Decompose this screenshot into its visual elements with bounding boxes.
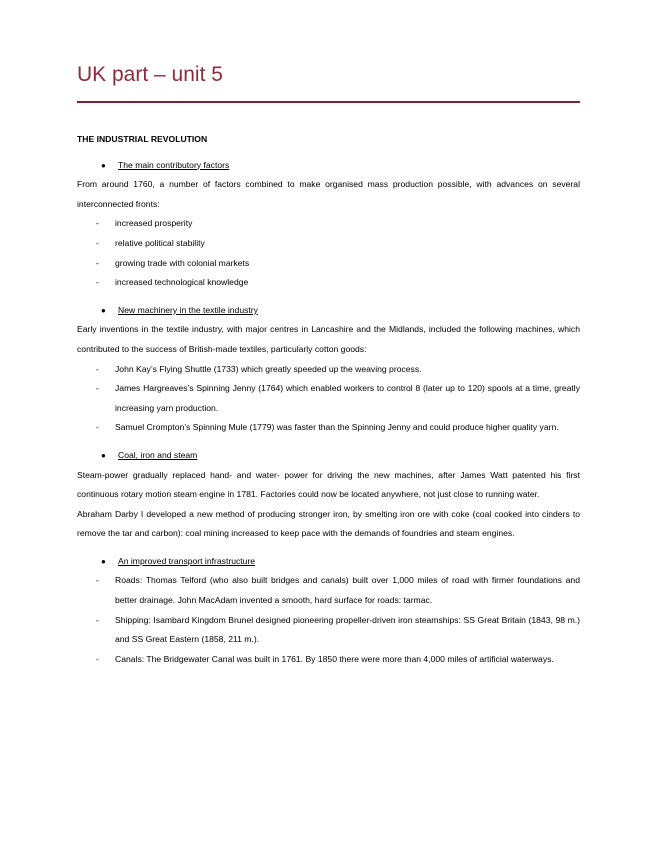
dash-icon: - [96, 383, 99, 394]
list-item [77, 273, 580, 293]
list-item-text: Samuel Crompton’s Spinning Mule (1779) was faster than the Spinning Jenny and could produce higher quality yarn. [115, 422, 559, 433]
list-item-text: Canals: The Bridgewater Canal was built in 1761. By 1850 there were more than 4,000 miles of artificial waterways. [115, 653, 554, 664]
machinery-list [77, 360, 580, 438]
dash-icon: - [96, 422, 99, 433]
bullet-icon: ● [101, 305, 106, 315]
section-heading-machinery [77, 301, 580, 321]
document-body [77, 130, 580, 669]
main-heading: THE INDUSTRIAL REVOLUTION [77, 134, 208, 144]
dash-icon: - [96, 575, 99, 586]
title-rule [77, 101, 580, 103]
dash-icon: - [96, 277, 99, 288]
list-item-text: increased technological knowledge [115, 277, 249, 288]
dash-icon: - [96, 237, 99, 248]
list-item-text: Roads: Thomas Telford (who also built bridges and canals) built over 1,000 miles of road with firmer foundations and better drainage. John MacAdam invented a smooth, hard surface for roads: tarmac. [115, 575, 580, 606]
paragraph: From around 1760, a number of factors combined to make organised mass production possible, with advances on several interconnected fronts: [77, 179, 580, 209]
list-item [77, 418, 580, 438]
section-heading-transport [77, 552, 580, 572]
dash-icon: - [96, 257, 99, 268]
paragraph: Abraham Darby I developed a new method of producing stronger iron, by smelting iron ore with coke (coal cooked into cinders to remove the tar and carbon): coal mining increased to keep pace with the demands of foundries and steam engines. [77, 508, 580, 539]
section-title: New machinery in the textile industry [118, 304, 258, 315]
factor-list [77, 214, 580, 292]
list-item [77, 379, 580, 418]
list-item [77, 571, 580, 610]
bullet-icon: ● [101, 556, 106, 566]
page-title: UK part – unit 5 [77, 63, 223, 86]
list-item [77, 234, 580, 254]
section-title: The main contributory factors [118, 159, 230, 170]
list-item-text: Shipping: Isambard Kingdom Brunel designed pioneering propeller-driven iron steamships: SS Great Britain (1843, 98 m.) and SS Great Eastern (1858, 211 m.). [115, 614, 580, 645]
paragraph: Early inventions in the textile industry, with major centres in Lancashire and the Midlands, included the following machines, which contributed to the success of British-made textiles, particularly cotton goods: [77, 324, 580, 354]
section-title: Coal, iron and steam [118, 449, 198, 460]
list-item [77, 650, 580, 670]
dash-icon: - [96, 614, 99, 625]
list-item [77, 360, 580, 380]
list-item-text: increased prosperity [115, 218, 193, 229]
list-item-text: John Kay’s Flying Shuttle (1733) which greatly speeded up the weaving process. [115, 363, 422, 374]
bullet-icon: ● [101, 450, 106, 460]
list-item-text: relative political stability [115, 237, 205, 248]
transport-list [77, 571, 580, 669]
list-item [77, 254, 580, 274]
list-item-text: growing trade with colonial markets [115, 257, 250, 268]
list-item [77, 611, 580, 650]
dash-icon: - [96, 363, 99, 374]
paragraph: Steam-power gradually replaced hand- and water- power for driving the new machines, after James Watt patented his first continuous rotary motion steam engine in 1781. Factories could now be located anywhere, not just close to running water. [77, 469, 580, 500]
section-title: An improved transport infrastructure [118, 555, 256, 566]
section-heading-coal [77, 446, 580, 466]
bullet-icon: ● [101, 160, 106, 170]
dash-icon: - [96, 653, 99, 664]
list-item [77, 214, 580, 234]
dash-icon: - [96, 218, 99, 229]
section-heading-factors [77, 156, 580, 176]
list-item-text: James Hargreaves’s Spinning Jenny (1764) which enabled workers to control 8 (later up to 120) spools at a time, greatly increasing yarn production. [115, 383, 580, 413]
